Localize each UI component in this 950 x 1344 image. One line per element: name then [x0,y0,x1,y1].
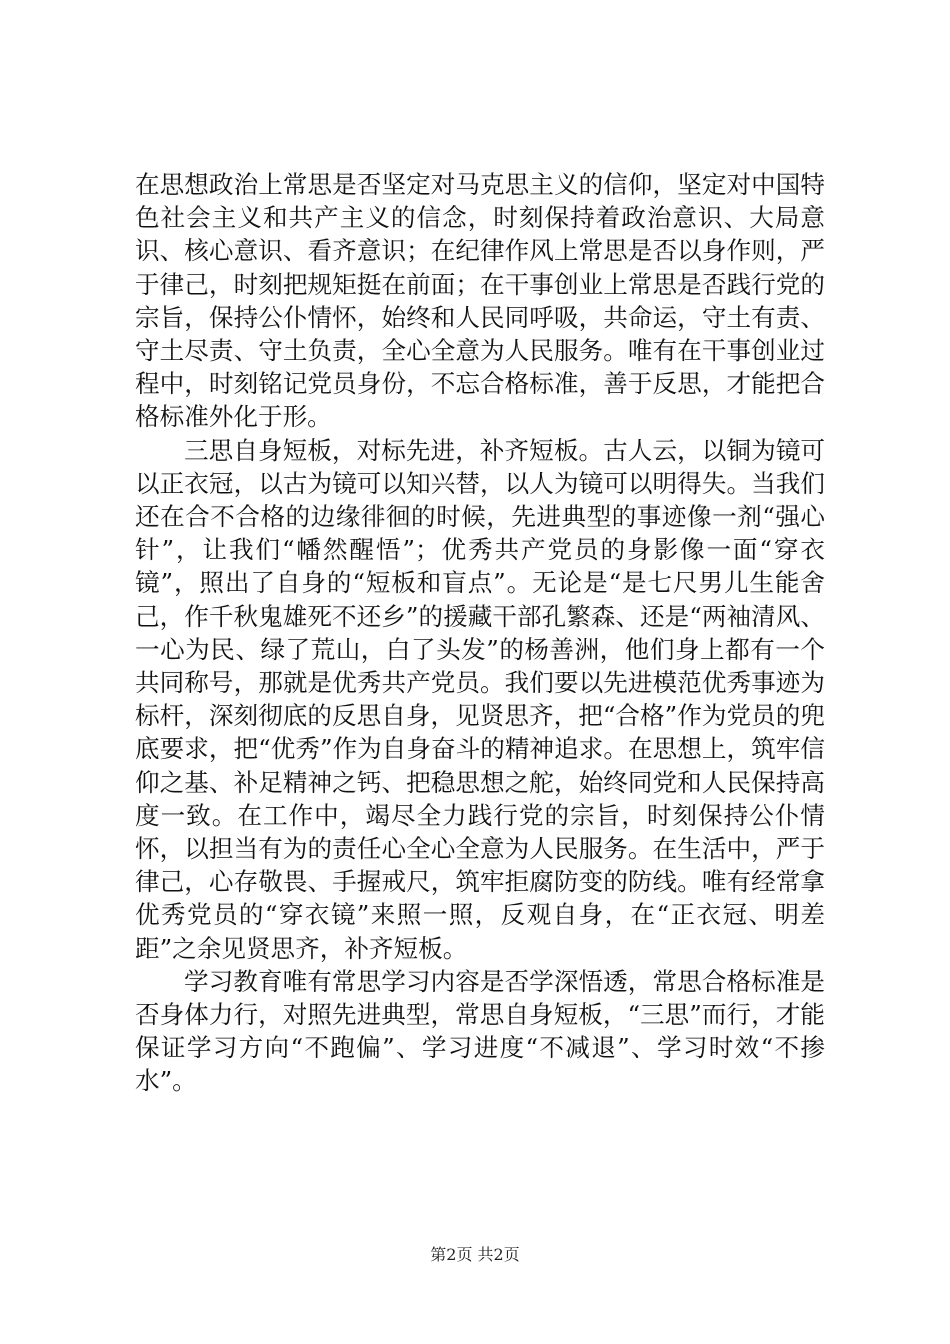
page-footer: 第2页 共2页 [430,1245,520,1264]
paragraph-conclusion: 学习教育唯有常思学习内容是否学深悟透，常思合格标准是否身体力行，对照先进典型，常思自身短板，“三思”而行，才能保证学习方向“不跑偏”、学习进度“不减退”、学习时效“不掺水”。 [135,966,825,1096]
paragraph-three-reflections: 三思自身短板，对标先进，补齐短板。古人云，以铜为镜可以正衣冠，以古为镜可以知兴替，以人为镜可以明得失。当我们还在合不合格的边缘徘徊的时候，先进典型的事迹像一剂“强心针”，让我们“幡然醒悟”；优秀共产党员的身影像一面“穿衣镜”，照出了自身的“短板和盲点”。无论是“是七尺男儿生能舍己，作千秋鬼雄死不还乡”的援藏干部孔繁森、还是“两袖清风、一心为民、绿了荒山，白了头发”的杨善洲，他们身上都有一个共同称号，那就是优秀共产党员。我们要以先进模范优秀事迹为标杆，深刻彻底的反思自身，见贤思齐，把“合格”作为党员的兜底要求，把“优秀”作为自身奋斗的精神追求。在思想上，筑牢信仰之基、补足精神之钙、把稳思想之舵，始终同党和人民保持高度一致。在工作中，竭尽全力践行党的宗旨，时刻保持公仆情怀，以担当有为的责任心全心全意为人民服务。在生活中，严于律己，心存敬畏、手握戒尺，筑牢拒腐防变的防线。唯有经常拿优秀党员的“穿衣镜”来照一照，反观自身，在“正衣冠、明差距”之余见贤思齐，补齐短板。 [135,435,825,963]
document-body [135,168,825,1098]
paragraph-continuation: 在思想政治上常思是否坚定对马克思主义的信仰，坚定对中国特色社会主义和共产主义的信念，时刻保持着政治意识、大局意识、核心意识、看齐意识；在纪律作风上常思是否以身作则，严于律己，时刻把规矩挺在前面；在干事创业上常思是否践行党的宗旨，保持公仆情怀，始终和人民同呼吸，共命运，守土有责、守土尽责、守土负责，全心全意为人民服务。唯有在干事创业过程中，时刻铭记党员身份，不忘合格标准，善于反思，才能把合格标准外化于形。 [135,170,825,432]
